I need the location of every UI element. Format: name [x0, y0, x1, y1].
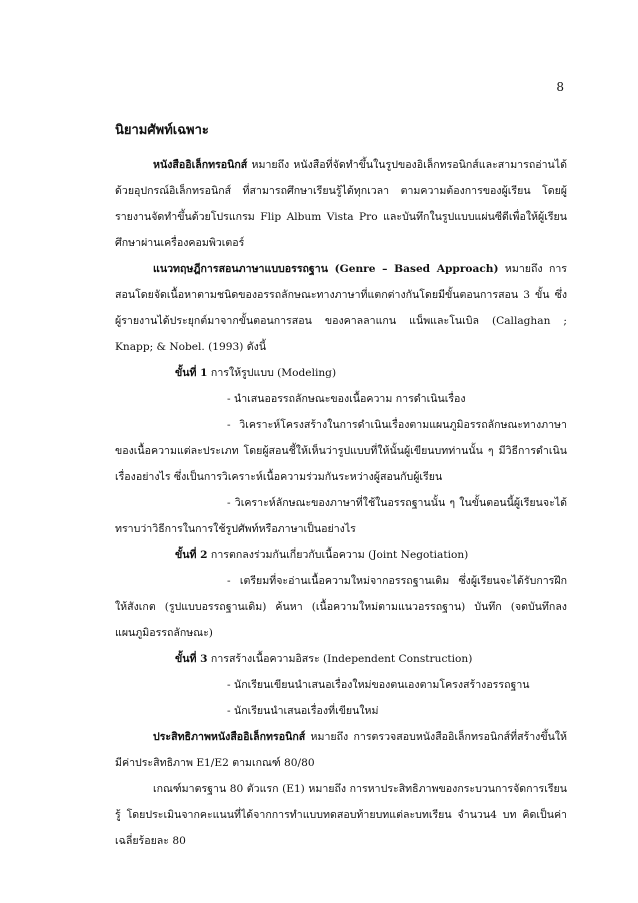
step-3-label: ขั้นที่ 3	[175, 653, 208, 665]
step-3-sub-2: - นักเรียนนำเสนอเรื่องที่เขียนใหม่	[227, 705, 379, 717]
document-body	[115, 152, 567, 854]
term-genre-approach: แนวทฤษฎีการสอนภาษาแบบอรรถฐาน (Genre – Based Approach)	[153, 263, 499, 275]
definition-ebook	[115, 152, 567, 256]
definition-efficiency-text: หมายถึง การตรวจสอบหนังสืออิเล็กทรอนิกส์ที่สร้างขึ้นให้มีค่าประสิทธิภาพ E1/E2 ตามเกณฑ์ 80/80	[115, 731, 567, 769]
step-3	[115, 646, 567, 672]
step-1-sub-3: - วิเคราะห์ลักษณะของภาษาที่ใช้ในอรรถฐานนั้น ๆ ในขั้นตอนนี้ผู้เรียนจะได้ทราบว่าวิธีการในการใช้รูปศัพท์หรือภาษาเป็นอย่างไร	[115, 497, 567, 535]
term-ebook: หนังสืออิเล็กทรอนิกส์	[153, 159, 248, 171]
term-efficiency: ประสิทธิภาพหนังสืออิเล็กทรอนิกส์	[153, 731, 306, 743]
step-3-text: การสร้างเนื้อความอิสระ (Independent Construction)	[207, 653, 473, 665]
step-2-sub-1: - เตรียมที่จะอ่านเนื้อความใหม่จากอรรถฐานเดิม ซึ่งผู้เรียนจะได้รับการฝึกให้สังเกต (รูปแบบอรรถฐานเดิม) ค้นหา (เนื้อความใหม่ตามแนวอรรถฐาน) บันทึก (จดบันทึกลงแผนภูมิอรรถลักษณะ)	[115, 575, 567, 639]
definition-e1-criterion: เกณฑ์มาตรฐาน 80 ตัวแรก (E1) หมายถึง การหาประสิทธิภาพของกระบวนการจัดการเรียนรู้ โดยประเมินจากคะแนนที่ได้จากการทำแบบทดสอบท้ายบทแต่ละบทเรียน จำนวน4 บท คิดเป็นค่าเฉลี่ยร้อยละ 80	[115, 783, 567, 847]
step-2	[115, 542, 567, 568]
step-2-text: การตกลงร่วมกันเกี่ยวกับเนื้อความ (Joint Negotiation)	[207, 549, 469, 561]
step-1-sub-2: - วิเคราะห์โครงสร้างในการดำเนินเรื่องตามแผนภูมิอรรถลักษณะทางภาษาของเนื้อความแต่ละประเภท โดยผู้สอนชี้ให้เห็นว่ารูปแบบที่ให้นั้นผู้เขียนบทท่านนั้น ๆ มีวิธีการดำเนินเรื่องอย่างไร ซึ่งเป็นการวิเคราะห์เนื้อความร่วมกันระหว่างผู้สอนกับผู้เรียน	[115, 419, 567, 483]
definition-ebook-text: หมายถึง หนังสือที่จัดทำขึ้นในรูปของอิเล็กทรอนิกส์และสามารถอ่านได้ด้วยอุปกรณ์อิเล็กทรอนิกส์ ที่สามารถศึกษาเรียนรู้ได้ทุกเวลา ตามความต้องการของผู้เรียน โดยผู้รายงานจัดทำขึ้นด้วยโปรแกรม Flip Album Vista Pro และบันทึกในรูปแบบแผ่นซีดีเพื่อให้ผู้เรียนศึกษาผ่านเครื่องคอมพิวเตอร์	[115, 159, 567, 249]
definition-efficiency	[115, 724, 567, 776]
step-3-sub-1: - นักเรียนเขียนนำเสนอเรื่องใหม่ของตนเองตามโครงสร้างอรรถฐาน	[227, 679, 530, 691]
step-1-sub-1: - นำเสนออรรถลักษณะของเนื้อความ การดำเนินเรื่อง	[227, 393, 466, 405]
step-1-label: ขั้นที่ 1	[175, 367, 208, 379]
step-1	[115, 360, 567, 386]
step-2-label: ขั้นที่ 2	[175, 549, 208, 561]
step-1-text: การให้รูปแบบ (Modeling)	[207, 367, 337, 379]
section-heading: นิยามศัพท์เฉพาะ	[115, 123, 209, 138]
definition-genre-approach	[115, 256, 567, 360]
page-number: 8	[556, 80, 564, 94]
definition-genre-text: หมายถึง การสอนโดยจัดเนื้อหาตามชนิดของอรรถลักษณะทางภาษาที่แตกต่างกันโดยมีขั้นตอนการสอน 3 ขั้น ซึ่งผู้รายงานได้ประยุกต์มาจากขั้นตอนการสอน ของคาลลาแกน แน็พและโนเบิล (Callaghan ; Knapp; & Nobel. (1993) ดังนี้	[115, 263, 568, 353]
